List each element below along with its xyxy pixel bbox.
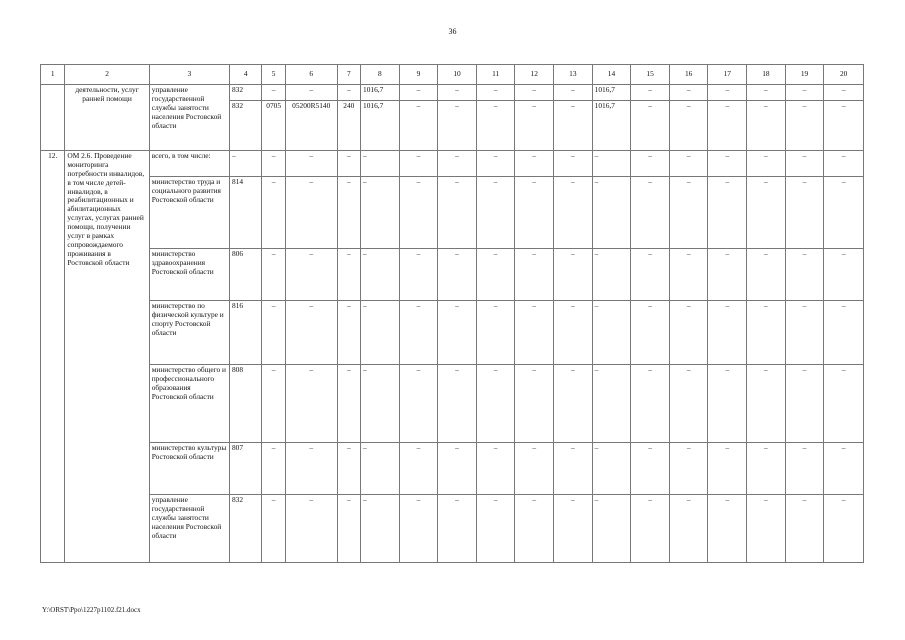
value-cell: – (337, 301, 360, 365)
value-cell: – (592, 301, 631, 365)
value-cell: – (262, 495, 285, 563)
value-cell: – (399, 365, 438, 443)
column-header: 4 (229, 65, 262, 85)
value-cell: 1016,7 (361, 85, 400, 101)
column-header: 10 (438, 65, 477, 85)
column-header: 8 (361, 65, 400, 85)
value-cell: – (669, 249, 708, 301)
value-cell: – (785, 495, 824, 563)
value-cell: – (438, 151, 477, 177)
value-cell: – (476, 365, 515, 443)
value-cell: – (337, 495, 360, 563)
column-header: 11 (476, 65, 515, 85)
value-cell: – (285, 151, 337, 177)
executor-cell: министерство здравоохранения Ростовской области (149, 249, 229, 301)
activity-name-cell: деятельности, услуг ранней помощи (65, 85, 149, 151)
value-cell: – (631, 151, 670, 177)
value-cell: 1016,7 (361, 101, 400, 151)
value-cell: – (592, 495, 631, 563)
table-row (41, 85, 864, 101)
value-cell: – (669, 495, 708, 563)
value-cell: – (669, 151, 708, 177)
column-header: 3 (149, 65, 229, 85)
value-cell: – (708, 365, 747, 443)
page-number: 36 (448, 27, 457, 36)
value-cell: – (262, 85, 285, 101)
value-cell: – (785, 249, 824, 301)
table-row (41, 301, 864, 365)
budget-table (40, 64, 864, 563)
value-cell: 1016,7 (592, 85, 631, 101)
value-cell: – (669, 365, 708, 443)
value-cell: – (554, 151, 593, 177)
value-cell: – (361, 443, 400, 495)
value-cell: – (708, 495, 747, 563)
value-cell: – (592, 443, 631, 495)
value-cell: – (747, 249, 786, 301)
value-cell: – (262, 365, 285, 443)
value-cell: – (515, 301, 554, 365)
value-cell: – (515, 365, 554, 443)
value-cell: 814 (229, 177, 262, 249)
value-cell: – (747, 151, 786, 177)
header-row (41, 65, 864, 85)
value-cell: – (631, 85, 670, 101)
value-cell: – (592, 151, 631, 177)
value-cell: – (515, 443, 554, 495)
value-cell: – (438, 177, 477, 249)
executor-cell: министерство по физической культуре и спорту Ростовской области (149, 301, 229, 365)
table-row (41, 495, 864, 563)
value-cell: – (747, 365, 786, 443)
value-cell: – (785, 177, 824, 249)
value-cell: – (554, 301, 593, 365)
value-cell: – (515, 177, 554, 249)
value-cell: – (554, 365, 593, 443)
table-row (41, 365, 864, 443)
value-cell: – (476, 177, 515, 249)
column-header: 1 (41, 65, 65, 85)
value-cell: – (669, 301, 708, 365)
value-cell: – (337, 151, 360, 177)
value-cell: – (631, 495, 670, 563)
value-cell: – (285, 301, 337, 365)
value-cell: 1016,7 (592, 101, 631, 151)
table-row (41, 249, 864, 301)
column-header: 5 (262, 65, 285, 85)
value-cell: 832 (229, 495, 262, 563)
executor-cell: министерство культуры Ростовской области (149, 443, 229, 495)
value-cell: – (708, 85, 747, 101)
column-header: 6 (285, 65, 337, 85)
value-cell: – (262, 151, 285, 177)
value-cell: – (337, 177, 360, 249)
value-cell: 0705 (262, 101, 285, 151)
value-cell: – (708, 177, 747, 249)
value-cell: – (554, 177, 593, 249)
value-cell: – (824, 85, 864, 101)
value-cell: – (262, 249, 285, 301)
value-cell: – (747, 443, 786, 495)
value-cell: – (438, 249, 477, 301)
footer-file-path: Y:\ORST\Ppo\1227p1102.f21.docx (42, 606, 141, 614)
table-row (41, 151, 864, 177)
value-cell: – (669, 85, 708, 101)
value-cell: – (399, 177, 438, 249)
value-cell: – (631, 177, 670, 249)
value-cell: 808 (229, 365, 262, 443)
value-cell: – (399, 101, 438, 151)
value-cell: – (592, 365, 631, 443)
value-cell: – (476, 151, 515, 177)
value-cell: – (515, 85, 554, 101)
value-cell: – (262, 177, 285, 249)
row-number-cell: 12. (41, 151, 65, 563)
value-cell: – (285, 495, 337, 563)
column-header: 18 (747, 65, 786, 85)
value-cell: – (262, 443, 285, 495)
value-cell: – (785, 151, 824, 177)
column-header: 2 (65, 65, 149, 85)
value-cell: – (669, 101, 708, 151)
value-cell: – (824, 177, 864, 249)
value-cell: – (592, 177, 631, 249)
column-header: 20 (824, 65, 864, 85)
table-row (41, 177, 864, 249)
column-header: 12 (515, 65, 554, 85)
value-cell: – (785, 443, 824, 495)
value-cell: – (747, 177, 786, 249)
value-cell: – (708, 249, 747, 301)
value-cell: – (747, 101, 786, 151)
value-cell: – (476, 443, 515, 495)
value-cell: – (824, 365, 864, 443)
value-cell: 807 (229, 443, 262, 495)
column-header: 9 (399, 65, 438, 85)
value-cell: – (631, 301, 670, 365)
value-cell: – (285, 85, 337, 101)
value-cell: – (476, 85, 515, 101)
value-cell: – (631, 101, 670, 151)
value-cell: – (285, 249, 337, 301)
value-cell: – (631, 365, 670, 443)
column-header: 16 (669, 65, 708, 85)
value-cell: – (747, 85, 786, 101)
value-cell: – (438, 443, 477, 495)
value-cell: – (285, 443, 337, 495)
value-cell: – (438, 365, 477, 443)
value-cell: – (399, 495, 438, 563)
value-cell: – (785, 85, 824, 101)
value-cell: 816 (229, 301, 262, 365)
value-cell: – (631, 443, 670, 495)
value-cell: – (708, 151, 747, 177)
value-cell: – (399, 443, 438, 495)
value-cell: – (438, 301, 477, 365)
executor-cell: министерство общего и профессионального образования Ростовской области (149, 365, 229, 443)
value-cell: – (708, 443, 747, 495)
value-cell: 806 (229, 249, 262, 301)
column-header: 15 (631, 65, 670, 85)
value-cell: – (785, 365, 824, 443)
value-cell: – (515, 249, 554, 301)
value-cell: – (399, 151, 438, 177)
value-cell: – (262, 301, 285, 365)
value-cell: – (515, 495, 554, 563)
value-cell: 240 (337, 101, 360, 151)
value-cell: – (438, 85, 477, 101)
value-cell: – (669, 443, 708, 495)
value-cell: – (631, 249, 670, 301)
value-cell: – (515, 101, 554, 151)
value-cell: – (824, 443, 864, 495)
table-row (41, 443, 864, 495)
column-header: 19 (785, 65, 824, 85)
value-cell: – (337, 443, 360, 495)
value-cell: – (708, 101, 747, 151)
value-cell: – (361, 151, 400, 177)
executor-cell: управление государственной службы занятости населения Ростовской области (149, 85, 229, 151)
value-cell: – (554, 249, 593, 301)
value-cell: – (824, 151, 864, 177)
value-cell: – (747, 495, 786, 563)
executor-cell: всего, в том числе: (149, 151, 229, 177)
value-cell: – (824, 101, 864, 151)
value-cell: – (285, 177, 337, 249)
value-cell: – (515, 151, 554, 177)
value-cell: – (399, 301, 438, 365)
value-cell: – (669, 177, 708, 249)
value-cell: – (476, 101, 515, 151)
value-cell: – (361, 301, 400, 365)
value-cell: – (229, 151, 262, 177)
value-cell: – (285, 365, 337, 443)
column-header: 14 (592, 65, 631, 85)
value-cell: – (592, 249, 631, 301)
value-cell: – (476, 249, 515, 301)
value-cell: – (361, 249, 400, 301)
value-cell: – (361, 177, 400, 249)
value-cell: – (361, 495, 400, 563)
value-cell: – (438, 495, 477, 563)
column-header: 13 (554, 65, 593, 85)
value-cell: – (337, 85, 360, 101)
executor-cell: министерство труда и социального развития Ростовской области (149, 177, 229, 249)
row-number-cell (41, 85, 65, 151)
value-cell: – (476, 495, 515, 563)
value-cell: – (785, 101, 824, 151)
value-cell: – (399, 249, 438, 301)
value-cell: 832 (229, 101, 262, 151)
value-cell: – (399, 85, 438, 101)
value-cell: – (824, 495, 864, 563)
value-cell: 05200R5140 (285, 101, 337, 151)
value-cell: – (554, 495, 593, 563)
value-cell: – (554, 443, 593, 495)
activity-name-cell: ОМ 2.6. Проведение мониторинга потребности инвалидов, в том числе детей-инвалидов, в реабилитационных и абилитационных услугах, услугах ранней помощи, получении услуг в рамках сопровождаемого проживания в Ростовской области (65, 151, 149, 563)
value-cell: – (785, 301, 824, 365)
value-cell: – (824, 249, 864, 301)
value-cell: – (361, 365, 400, 443)
value-cell: – (554, 85, 593, 101)
value-cell: – (824, 301, 864, 365)
value-cell: – (337, 249, 360, 301)
value-cell: – (476, 301, 515, 365)
value-cell: – (747, 301, 786, 365)
column-header: 17 (708, 65, 747, 85)
value-cell: 832 (229, 85, 262, 101)
value-cell: – (554, 101, 593, 151)
value-cell: – (438, 101, 477, 151)
value-cell: – (337, 365, 360, 443)
executor-cell: управление государственной службы занятости населения Ростовской области (149, 495, 229, 563)
column-header: 7 (337, 65, 360, 85)
value-cell: – (708, 301, 747, 365)
